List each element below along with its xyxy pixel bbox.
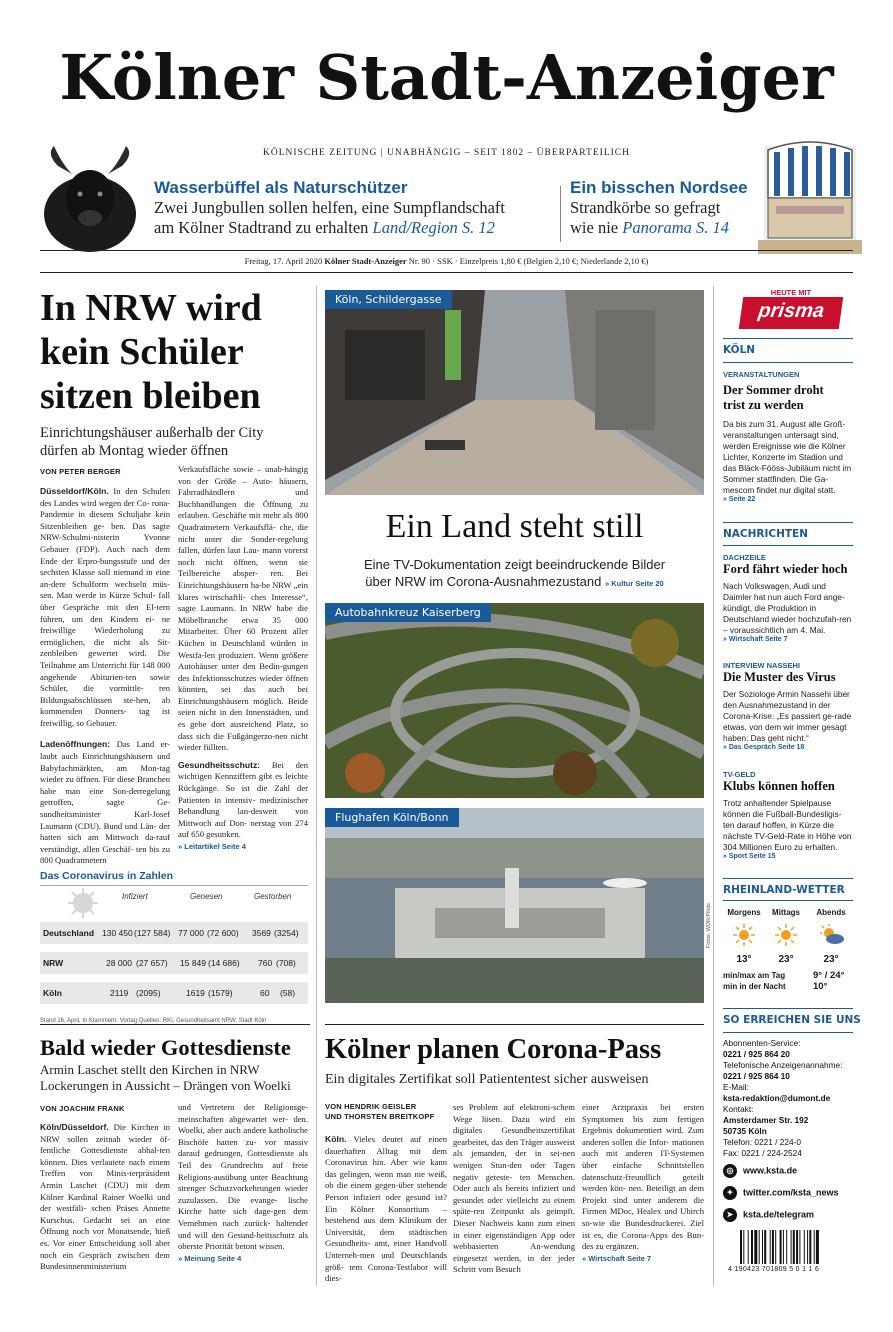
twitter-link[interactable]: ✦ twitter.com/ksta_news	[723, 1186, 839, 1200]
sidebar-divider	[713, 286, 714, 1286]
pass-headline: Kölner planen Corona-Pass	[325, 1034, 662, 1065]
teaser-buffalo-text1: Zwei Jungbullen sollen helfen, eine Sumpflandschaft	[154, 198, 505, 217]
body-text: Bei Einrichtungshäusern ha-be NRW „ein klares wirtschaftli-	[178, 568, 308, 602]
sidebar-rule	[723, 900, 853, 901]
sidebar-event-item[interactable]: VERANSTALTUNGEN Der Sommer droht trist zu werden Da bis zum 31. August alle Groß-veranstaltungen untersagt sind, werden Ereignisse wie die Kölner Lichter, Konzerte im Stadion und das Bläck-Fööss-Jubiläum nicht im Sommer stattfinden. Die Ga-mescom findet nur digital statt. » Seite 22	[723, 370, 852, 503]
contact-head: SO ERREICHEN SIE UNS	[723, 1014, 861, 1026]
sidebar-rule	[723, 362, 853, 363]
church-subhead: Armin Laschet stellt den Kirchen in NRW Lockerungen in Aussicht – Drängen von Woelki	[40, 1062, 291, 1093]
body-text: sundheitsminister Karl-Josef Laumann (CDU). Bund und Län-	[40, 809, 170, 831]
sun-cloud-icon	[819, 924, 845, 946]
body-text: Schnittstellen datenschutz-freundlich geteilt werden kön-	[582, 1159, 704, 1194]
phone-subscription[interactable]: 0221 / 925 864 20	[723, 1049, 790, 1059]
sidebar-rule	[723, 878, 853, 879]
body-text: 148 000 angehende Abiturien-ten sowie Schüler, die vormittle-	[40, 659, 170, 694]
sidebar-rule	[723, 545, 853, 546]
body-text: und Vertretern der Religionsge-meinschaften abgewartet wer-	[178, 1102, 308, 1124]
corona-header-dead: Gestorben	[254, 892, 292, 901]
pass-col1	[325, 1134, 447, 1285]
body-text: oder vielleicht zu einem späte-ren Zeitpunkt als geimpft.	[453, 1194, 575, 1217]
body-text: Branchen habe man eine Son-derregelung getroffen, sagte Ge-	[40, 774, 170, 808]
corona-table-note: Stand 16. April, In Klammern: Vortag Quellen: RKI, Gesundheitsamt NRW, Stadt Köln	[40, 1018, 267, 1024]
pass-subhead: Ein digitales Zertifikat soll Patiententest sicher ausweisen	[325, 1072, 649, 1087]
church-author: VON JOACHIM FRANK	[40, 1104, 125, 1113]
body-text: ten Menschen. Oder auch als bereits infiziert und gesundet	[453, 1171, 575, 1205]
prisma-banner[interactable]	[723, 288, 853, 329]
sidebar-rule	[723, 1008, 853, 1009]
lead-subhead: Einrichtungshäuser außerhalb der City dürfen ab Montag wieder öffnen	[40, 425, 264, 459]
body-text: Autohäuser unter den Bedin-gungen des Infektionsschutzes	[178, 661, 308, 683]
body-text: Köln. Vieles deutet auf einen dauerhaften Alltag mit dem	[325, 1134, 447, 1156]
barcode-number: 4 190423 701809 5 0 1 1 6	[728, 1266, 820, 1273]
body-text: in der jeder Schritt vom Besuch	[453, 1252, 575, 1275]
body-text: Köln/Düsseldorf. Die Kirchen in NRW sollen zeitnah wieder öf-	[40, 1122, 170, 1144]
body-text: Verkaufsfläche sowie – unab-hängig von der Größe – Auto-	[178, 464, 308, 486]
body-text: sen. Man werde in Kürze Schul-	[40, 590, 159, 601]
body-text: ben. Das sagte NRW-Schulmi-nisterin Yvonne Gebauer (FDP).	[40, 520, 170, 554]
teaser-buffalo-ref[interactable]: Land/Region S. 12	[372, 218, 495, 237]
church-col2	[178, 1102, 308, 1264]
lead-headline: In NRW wird kein Schüler sitzen bleiben	[40, 287, 262, 417]
center-subhead: Eine TV-Dokumentation zeigt beeindruckende Bilder über NRW im Corona-Ausnahmezustand » Kultur Seite 20	[363, 557, 666, 589]
body-text: strenger Schutzvorkehrungen wieder zuzulassen. Die evange-	[178, 1183, 308, 1205]
beach-chair-image	[758, 136, 862, 256]
body-text: ren Bildungsabschlüssen ste-hen, ab kommenden Donners-	[40, 683, 170, 717]
body-text: und Babyfachmärkten, am Mon-tag wieder zu öffnen. Für diese	[40, 751, 170, 785]
body-text: nach einem Treffen von Minis-terpräsident Armin Laschet	[40, 1156, 170, 1190]
body-text: ches Interesse“, sagte Laumann. In NRW habe die Möbelbranche	[178, 591, 308, 625]
body-text: Düsseldorf/Köln. In den Schulen des Landes wird wegen der Co-	[40, 486, 170, 508]
body-text: erlauben. Geschäfte mit mehr als 800 Quadratmetern Verkaufsflä-	[178, 510, 308, 532]
prisma-kicker: HEUTE MIT	[770, 288, 812, 297]
globe-icon: ◎	[723, 1164, 737, 1178]
masthead-title: Kölner Stadt-Anzeiger	[59, 41, 834, 114]
body-text: noch ein Gespräch zwischen dem Bundesinnenministerium	[40, 1249, 170, 1272]
phone-ads[interactable]: 0221 / 925 864 10	[723, 1071, 790, 1081]
pass-col3	[582, 1102, 704, 1264]
body-text: nie weiß, ob die einem gegen-über stehende Person infiziert	[325, 1168, 447, 1202]
photo-autobahn	[325, 603, 704, 798]
body-text: Coronavirus hin. Aber wie kann das gelingen, wenn man	[325, 1157, 447, 1179]
body-text: wieder öffnen könnten, sei das auch bei Einrichtungshäusern	[178, 672, 308, 706]
body-text: haltender und will den Gesund-heitsschutz als oberste Priorität	[178, 1217, 308, 1252]
lead-author: VON PETER BERGER	[40, 467, 121, 476]
pass-ref[interactable]: » Wirtschaft Seite 7	[582, 1253, 652, 1263]
corona-row: Deutschland 130 450 (127 584) 77 000 (72 600) 3569 (3254)	[40, 922, 308, 944]
body-text: ausreichend Platz, so dass sich die Fußgängerzo-nen nicht wieder füllten.	[178, 719, 309, 753]
corona-table-title: Das Coronavirus in Zahlen	[40, 870, 308, 886]
body-text: che, die nicht unter die Sonder-regelung fallen, dürfen laut Lau-	[178, 521, 308, 556]
body-text: vor massiv darauf gedrungen, Gottesdienste als Teil des	[178, 1136, 308, 1170]
body-text: ren.	[270, 568, 297, 579]
telegram-icon: ➤	[723, 1208, 737, 1222]
dateline: Freitag, 17. April 2020 Kölner Stadt-Anzeiger Nr. 90 · SSK · Einzelpreis 1,80 € (Belgien 2,10 €; Niederlande 2,10 €)	[244, 256, 649, 266]
body-text: medizinischer Behandlung lan-desweit von Mittwoch auf Don-	[178, 794, 308, 828]
body-text: häusern, Fahrradhändlern und Buchhandlungen die Öffnung zu	[178, 475, 308, 509]
body-text: nerstag von 274 auf 650 gesunken.	[178, 817, 309, 840]
pass-col2	[453, 1102, 575, 1276]
church-ref[interactable]: » Meinung Seite 4	[178, 1253, 242, 1263]
corona-row: NRW 28 000 (27 657) 15 849 (14 686) 760 (708)	[40, 952, 308, 974]
teaser-buffalo[interactable]	[154, 178, 526, 238]
barcode-image	[738, 1230, 858, 1266]
body-text: oder gesund ist? Ein Kölner Konsortium – bestehend aus	[325, 1191, 447, 1226]
body-text: Gesundheitsschutz: Bei den wichtigen Kennziffern gibt es	[178, 759, 308, 782]
body-text: ist es, die Corona-Apps des Bun-des zu ergänzen.	[582, 1229, 704, 1252]
sun-icon	[775, 924, 797, 946]
body-text: (CDU) mit dem Kölner Kardinal Rainer Woelki und der westfäli-	[40, 1179, 170, 1214]
body-text: der hatten sich am Mittwoch da-rauf verständigt, allen Geschäf-	[40, 820, 170, 854]
body-text: Auch nach dem Ende der Erpro-bungsstufe und der sechsten	[40, 543, 170, 578]
news-item-ford[interactable]: DACHZEILE Ford fährt wieder hoch Nach Volkswagen, Audi und Daimler hat nun auch Ford ange-kündigt, die Produktion in Deutschland wieder hochzufah-ren – voraussichtlich am 4. Mai. » Wirtschaft Seite 7	[723, 553, 852, 643]
body-text: MDoc, Healex und Ubirch so-wie die Bundesdruckerei. Ziel	[582, 1206, 704, 1228]
body-text: fall über Gespräche mit den El-tern führen, um den Kindern ei-	[40, 590, 170, 624]
lead-col2	[178, 464, 308, 853]
sun-icon	[733, 924, 755, 946]
teaser-nordsee-text2: wie nie	[570, 218, 619, 237]
body-text: amt, einer Handvoll Unterneh-men und Deutschlands größ-	[325, 1238, 447, 1272]
news-item-tvgeld[interactable]: TV-GELD Klubs können hoffen Trotz anhaltender Spielpause können die Fußball-Bundesligis-ten darauf hoffen, in Kürze die nächste TV-Geld-Rate in Höhe von 304 Millionen Euro zu erhalten. » Sport Seite 15	[723, 770, 852, 860]
corona-row: Köln 2119 (2095) 1619 (1579) 60 (58)	[40, 982, 308, 1004]
body-text: lische Kirche hatte sich dage-gen dem Vernehmen nach zurück-	[178, 1194, 308, 1228]
prisma-logo: prisma	[739, 297, 843, 329]
body-text: mann vorerst noch nicht öffnen, wenn sie Teilbereiche absper-	[178, 545, 308, 579]
body-text: etwa 35 000 Mitarbeiter. Über 60 Prozent aller Küchen in	[178, 614, 308, 648]
photo-schildergasse-label: Köln, Schildergasse	[325, 290, 452, 309]
body-text: ten bis zu 800 Quadratmetern	[40, 843, 170, 866]
date-rule	[40, 272, 853, 273]
corona-header-recovered: Genesen	[190, 892, 223, 901]
body-text: Dieser Nachweis kann zum einen in einer eigenständigen	[453, 1217, 575, 1240]
body-text: fentliche Gottesdienste abhal-ten können. Dies verlautete	[40, 1145, 170, 1167]
teaser-nordsee[interactable]	[570, 178, 760, 238]
email-link[interactable]: ksta-redaktion@dumont.de	[723, 1093, 831, 1103]
center-ref[interactable]: » Kultur Seite 20	[604, 579, 664, 588]
body-text: Ergebnis dokumentiert wird. Zum anderen sollen die Infor-	[582, 1125, 704, 1147]
body-text: möglich. Beide seien nicht in den Innenstädten, und es gebe dort	[178, 695, 308, 730]
teaser-buffalo-title: Wasserbüffel als Naturschützer	[154, 178, 408, 197]
sidebar-rule	[723, 338, 853, 339]
body-text: ne freiwillige Wiederholung zu ermöglichen, die nicht als Sit-	[40, 613, 170, 647]
body-text: Deutschland würden in Westfa-len produziert. Wenn größere	[178, 637, 308, 660]
corona-table	[40, 870, 308, 1024]
body-text: Grundrechts auf freie Religions-ausübung unter Beachtung	[178, 1159, 308, 1182]
body-text: rona-Pandemie in diesem Schuljahr kein Sitzenbleiben ge-	[40, 497, 170, 531]
column-divider	[316, 286, 317, 1286]
corona-header-infected: Infiziert	[122, 892, 148, 901]
photo-autobahn-label: Autobahnkreuz Kaiserberg	[325, 603, 491, 622]
teaser-nordsee-title: Ein bisschen Nordsee	[570, 178, 748, 197]
top-rule	[40, 250, 853, 251]
lead-col1	[40, 486, 170, 867]
body-text: tem Corona-Testlabor will dies-	[325, 1261, 447, 1284]
weather-head: RHEINLAND-WETTER	[723, 884, 845, 896]
body-text: tag ist freiwillig, so Gebauer.	[40, 706, 170, 728]
news-item-nassehi[interactable]: INTERVIEW NASSEHI Die Muster des Virus Der Soziologe Armin Nassehi über den Ausnahmezustand in der Corona-Krise: „Es passiert ge-rade etwas, von dem wir immer gesagt haben: Das geht nicht.“ » Das Gespräch Seite 18	[723, 661, 852, 751]
body-text: ses Problem auf elektroni-schem Wege lösen. Dazu wird	[453, 1102, 575, 1124]
sidebar-news-head: NACHRICHTEN	[723, 528, 809, 540]
photo-flughafen	[325, 808, 704, 1003]
body-text: einer Arztpraxis bei ersten Symptomen bis zum fertigen	[582, 1102, 704, 1124]
body-text: betont wissen.	[235, 1241, 285, 1252]
contact-block: Abonnenten-Service: 0221 / 925 864 20 Telefonische Anzeigenannahme: 0221 / 925 864 10 E-Mail: ksta-redaktion@dumont.de Kontakt: Amsterdamer Str. 192 50735 Köln Telefon: 0221 / 224-0 Fax: 0221 / 224-2524	[723, 1038, 853, 1159]
body-text: zenbleiben gewertet wird. Die Teilnahme am Unterricht für	[40, 648, 170, 670]
teaser-buffalo-text2: am Kölner Stadtrand zu erhalten	[154, 218, 369, 237]
teaser-nordsee-text1: Strandkörbe so gefragt	[570, 198, 721, 217]
weather-minmax: min/max am Tag 9° / 24° min in der Nacht 10°	[723, 970, 845, 992]
church-headline: Bald wieder Gottesdienste	[40, 1035, 291, 1060]
body-text: den. Woelki, aber auch andere katholische Bischöfe hatten zu-	[178, 1113, 308, 1147]
photo-schildergasse	[325, 290, 704, 495]
body-text: schen Präses Annette Kurschus. Gedacht sei an eine Öffnung	[40, 1203, 170, 1237]
buffalo-image	[28, 136, 148, 254]
photo-flughafen-label: Flughafen Köln/Bonn	[325, 808, 459, 827]
body-text: dem Klinikum der Universität, dem städtischen Gesundheits-	[325, 1215, 447, 1249]
teaser-nordsee-ref[interactable]: Panorama S. 14	[622, 218, 730, 237]
teaser-divider	[560, 186, 561, 242]
body-text: Ladenöffnungen: Das Land er-laubt auch Einrichtungshäusern	[40, 739, 170, 762]
twitter-icon: ✦	[723, 1186, 737, 1200]
weather-forecast: Morgens Mittags Abends 13° 23° 23°	[727, 908, 846, 965]
body-text: leichte Rückgänge. So ist die Zahl der Patienten in intensiv-	[178, 771, 308, 805]
sidebar-rule	[723, 1032, 853, 1033]
body-text: Klasse soll niemand in eine an-dere Schulform wechseln müs-	[40, 567, 170, 589]
left-bottom-rule	[40, 1024, 310, 1025]
pass-author: VON HENDRIK GEISLER UND THORSTEN BREITKOPF	[325, 1102, 435, 1121]
center-bottom-rule	[325, 1024, 704, 1025]
sidebar-koeln: KÖLN	[723, 344, 756, 356]
photo-credit: Fotos: WDR/Pilots	[706, 903, 712, 948]
body-text: noch vor Monatsende, hieß es. Vor einer Entscheidung soll aber	[40, 1226, 170, 1248]
church-col1	[40, 1122, 170, 1273]
body-text: nen. Beteiligt an dem Projekt sind unter anderem die Firmen	[582, 1183, 704, 1217]
virus-icon	[68, 888, 98, 918]
sidebar-rule	[723, 522, 853, 523]
center-headline: Ein Land steht still	[385, 508, 644, 545]
body-text: ausweist als jemanden, der in sei-nen wenigen Stun-den oder Tagen negativ geteste-	[453, 1136, 575, 1182]
body-text: mationen auch mit anderen IT-Systemen über einfache	[582, 1136, 704, 1170]
web-link[interactable]: ◎ www.ksta.de	[723, 1164, 797, 1178]
body-text: ein digitales Gesundheitszertifikat gearbeitet, das den Träger	[453, 1113, 575, 1147]
telegram-link[interactable]: ➤ ksta.de/telegram	[723, 1208, 814, 1222]
body-text: App oder webbasierten An-wendung eingesetzt werden,	[453, 1229, 575, 1263]
masthead-subline: KÖLNISCHE ZEITUNG | UNABHÄNGIG – SEIT 1802 – ÜBERPARTEILICH	[263, 148, 630, 158]
lead-ref[interactable]: » Leitartikel Seite 4	[178, 842, 246, 851]
